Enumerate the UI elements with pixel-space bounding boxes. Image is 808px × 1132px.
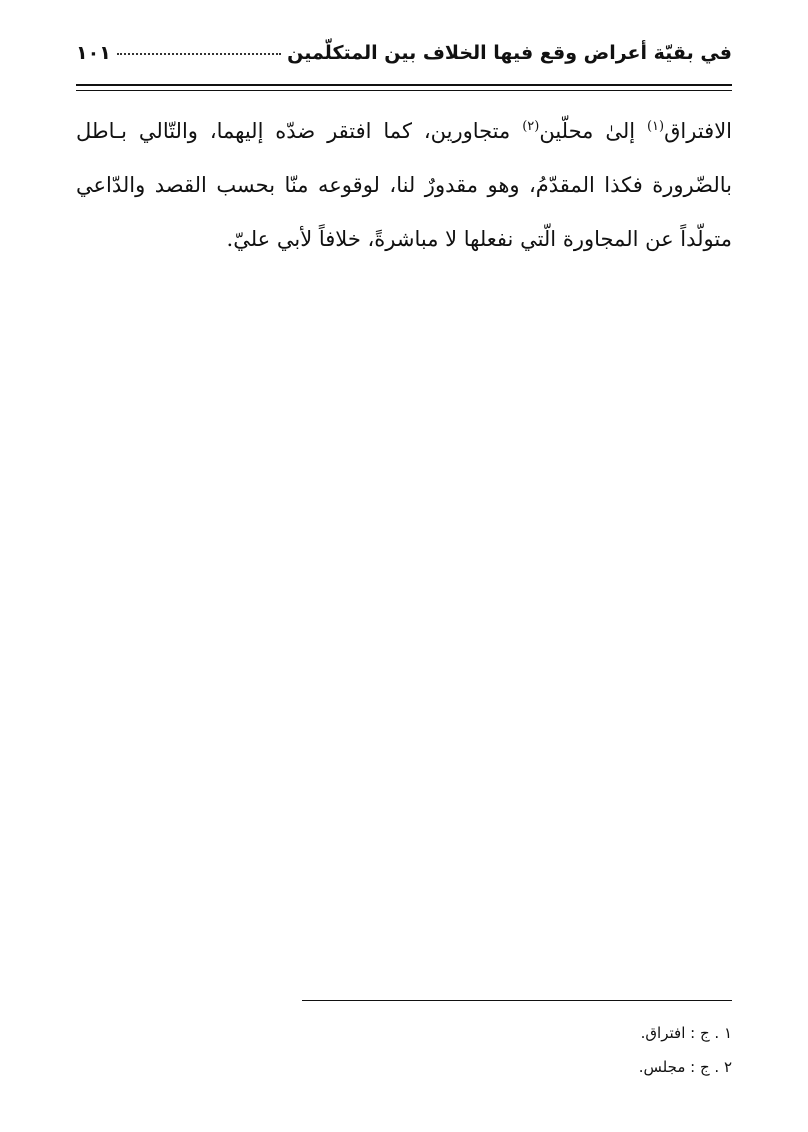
header-rule-thick	[76, 84, 732, 86]
body-paragraph	[76, 104, 732, 266]
page-number: ١٠١	[76, 42, 111, 64]
body-text-segment: متجاورين، كما افتقر ضدّه إليهما، والتّالي بـاطل	[76, 119, 523, 143]
body-text-segment: بالضّرورة فكذا المقدّمُ، وهو مقدورٌ لنا، لوقوعه منّا بحسب القصد والدّاعي	[76, 173, 732, 197]
footnote-2: ٢ . ج : مجلس.	[638, 1058, 732, 1076]
running-header	[76, 42, 732, 78]
body-text-segment: الافتراق	[664, 119, 733, 143]
header-rule-thin	[76, 90, 732, 91]
footnotes	[302, 1016, 732, 1084]
running-header-title: في بقيّة أعراض وقع فيها الخلاف بين المتكلّمين	[287, 42, 732, 64]
body-line-3	[76, 212, 732, 266]
footnote-separator	[302, 1000, 732, 1001]
body-text-segment: متولّداً عن المجاورة الّتي نفعلها لا مباشرةً، خلافاً لأبي عليّ.	[226, 227, 732, 251]
body-line-2	[76, 158, 732, 212]
header-dot-leader	[117, 53, 281, 55]
footnote-1: ١ . ج : افتراق.	[640, 1024, 732, 1042]
body-text-segment: إلىٰ محلّين	[539, 119, 647, 143]
footnote-ref-2: (٢)	[522, 119, 540, 134]
body-line-1	[76, 104, 732, 158]
footnote-ref-1: (١)	[646, 119, 665, 134]
